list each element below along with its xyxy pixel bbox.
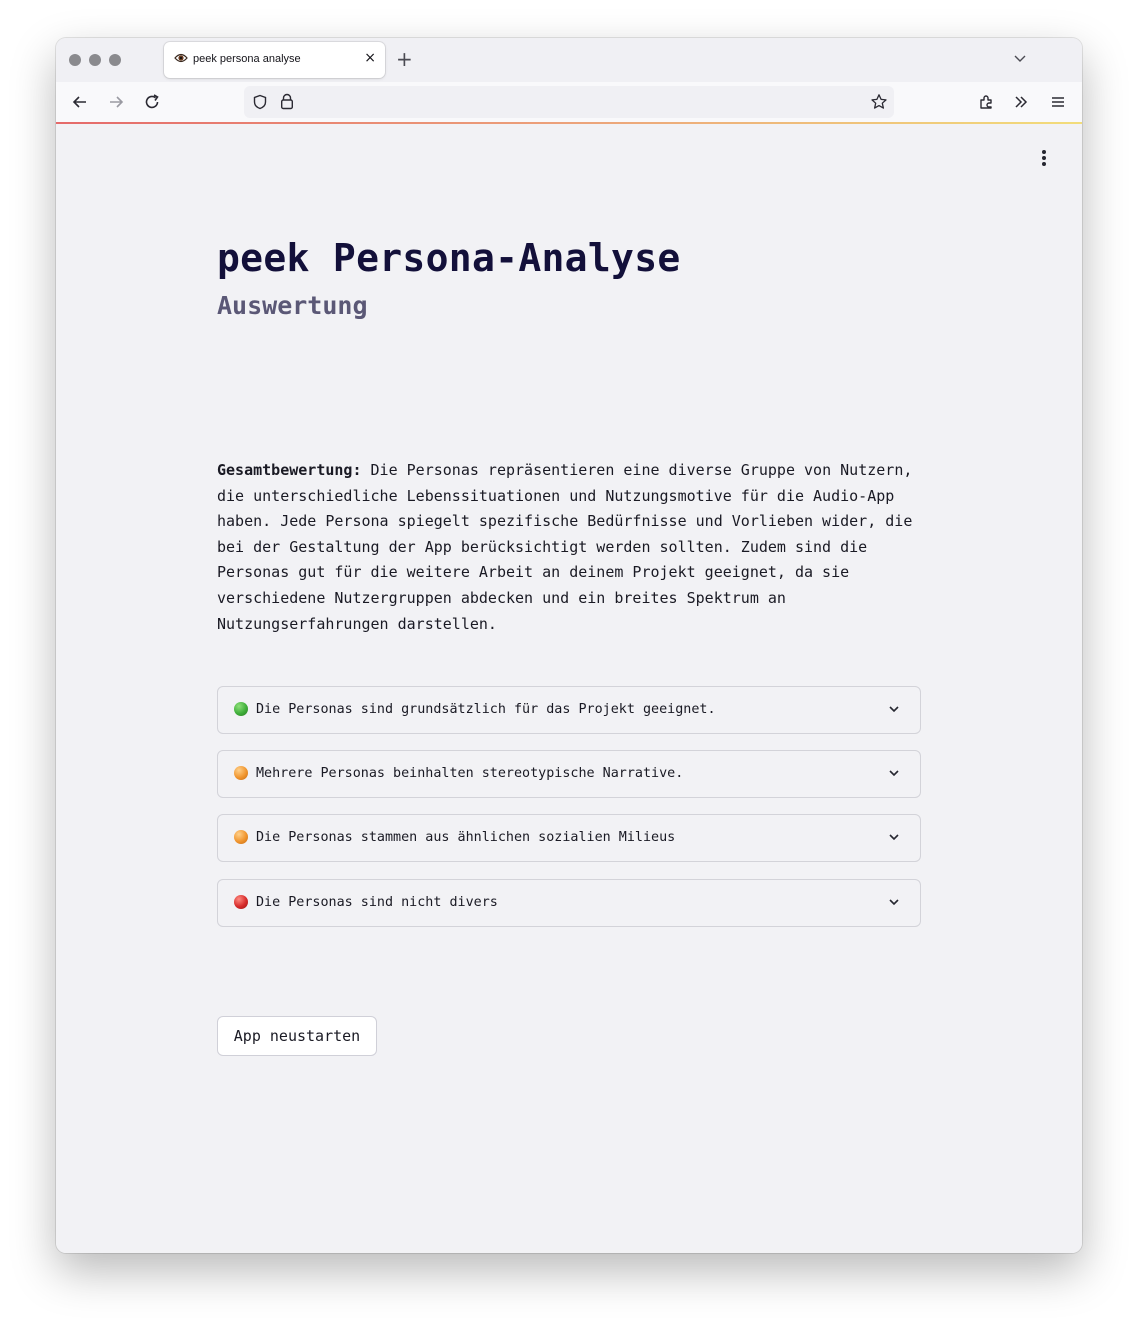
- reload-icon[interactable]: [142, 92, 162, 112]
- shield-icon[interactable]: [252, 94, 268, 110]
- restart-app-button[interactable]: App neustarten: [217, 1016, 377, 1056]
- finding-label: Mehrere Personas beinhalten stereotypische Narrative.: [256, 766, 684, 781]
- chevron-down-icon[interactable]: [887, 895, 901, 909]
- status-dot-red-icon: [234, 895, 248, 909]
- tab-title: peek persona analyse: [193, 53, 301, 65]
- tab-close-icon[interactable]: ×: [364, 50, 376, 66]
- browser-tab[interactable]: [164, 42, 385, 78]
- finding-expander[interactable]: [217, 814, 921, 862]
- eye-icon: [174, 52, 188, 67]
- app-content: [56, 124, 1082, 1253]
- back-arrow-icon[interactable]: [70, 92, 90, 112]
- chevron-down-icon[interactable]: [1012, 50, 1028, 66]
- finding-expander[interactable]: [217, 879, 921, 927]
- finding-label: Die Personas sind nicht divers: [256, 895, 498, 910]
- title-bar: [56, 38, 1082, 82]
- chevron-down-icon[interactable]: [887, 702, 901, 716]
- finding-label: Die Personas stammen aus ähnlichen sozialien Milieus: [256, 830, 676, 845]
- status-dot-green-icon: [234, 702, 248, 716]
- status-dot-orange-icon: [234, 830, 248, 844]
- page-subtitle: Auswertung: [217, 291, 368, 320]
- summary-text: [217, 458, 927, 637]
- extensions-icon[interactable]: [976, 92, 996, 112]
- new-tab-button[interactable]: +: [396, 47, 413, 71]
- lock-icon[interactable]: [280, 93, 294, 110]
- app-menu-icon[interactable]: [1036, 150, 1052, 170]
- window-close-control[interactable]: [69, 54, 81, 66]
- finding-expander[interactable]: [217, 750, 921, 798]
- window-minimize-control[interactable]: [89, 54, 101, 66]
- navigation-bar: [56, 82, 1082, 122]
- chevron-down-icon[interactable]: [887, 830, 901, 844]
- chevron-down-icon[interactable]: [887, 766, 901, 780]
- forward-arrow-icon[interactable]: [106, 92, 126, 112]
- summary-label: Gesamtbewertung:: [217, 461, 362, 479]
- page-title: peek Persona-Analyse: [217, 236, 681, 280]
- bookmark-star-icon[interactable]: [870, 93, 888, 111]
- address-bar[interactable]: [244, 86, 894, 118]
- summary-body: Die Personas repräsentieren eine diverse Gruppe von Nutzern, die unterschiedliche Lebenssituationen und Nutzungsmotive für die Audio-App haben. Jede Persona spiegelt spezifische Bedürfnisse und Vorlieben wider, die bei der Gestaltung der App berücksichtigt werden sollten. Zudem sind die Personas gut für die weitere Arbeit an deinem Projekt geeignet, da sie verschiedene Nutzergruppen abdecken und ein breites Spektrum an Nutzungserfahrungen darstellen.: [217, 461, 913, 633]
- menu-icon[interactable]: [1048, 92, 1068, 112]
- window-zoom-control[interactable]: [109, 54, 121, 66]
- finding-expander[interactable]: [217, 686, 921, 734]
- browser-window: [56, 38, 1082, 1253]
- finding-label: Die Personas sind grundsätzlich für das Projekt geeignet.: [256, 702, 716, 717]
- status-dot-orange-icon: [234, 766, 248, 780]
- overflow-chevrons-icon[interactable]: [1011, 92, 1031, 112]
